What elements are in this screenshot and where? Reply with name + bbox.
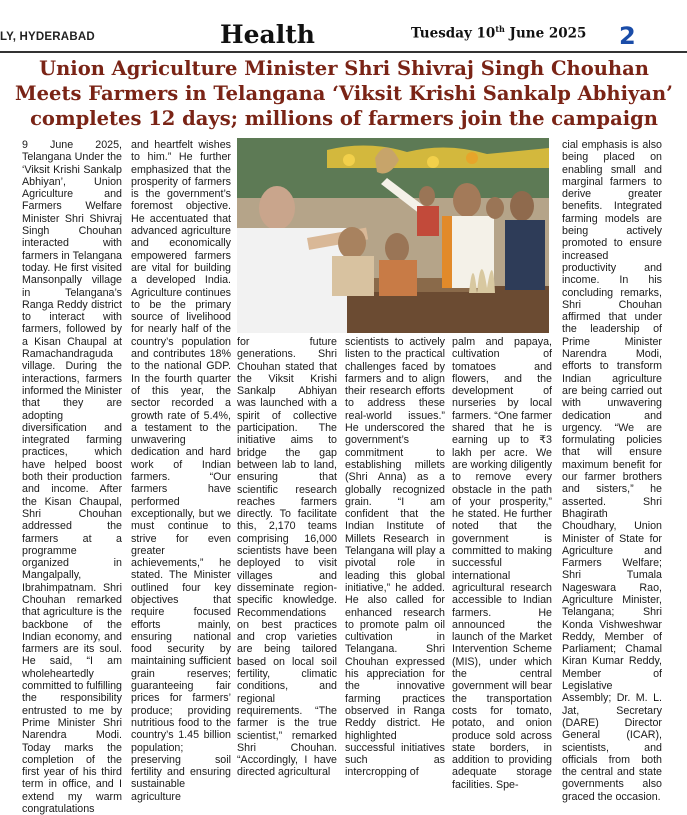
issue-date: [411, 24, 586, 42]
article-column-3: for future generations. Shri Chouhan stated that the Viksit Krishi Sankalp Abhiyan was launched with a spirit of collective participation. The initiative aims to bridge the gap between lab to land, ensuring that scientific research reaches farmers directly. To facilitate this, 2,170 teams comprising 16,000 scientists have been deployed to visit villages and disseminate region-specific knowledge. Recommendations on best practices and crop varieties are being tailored based on local soil fertility, climatic conditions, and regional requirements. “The farmer is the true scientist,” remarked Shri Chouhan. “Accordingly, I have directed agricultural: [237, 336, 337, 779]
date-prefix: Tuesday 10: [411, 25, 496, 42]
article-column-1: 9 June 2025, Telangana Under the ‘Viksit Krishi Sankalp Abhiyan’, Union Agriculture and Farmers Welfare Minister Shri Shivraj Singh Chouhan interacted with farmers in Telangana today. He first visited Mansonpally village in Telangana’s Ranga Reddy district to interact with farmers, followed by a Kisan Chaupal at Ramachandraguda village. During the interactions, farmers informed the Minister that they are adopting diversification and integrated farming practices, which have helped boost both their production and income. After the Kisan Chaupal, Shri Chouhan addressed the farmers at a programme organized in Mangalpally, Ibrahimpatnam. Shri Chouhan remarked that agriculture is the backbone of the Indian economy, and farmers are its soul. He said, “I am wholeheartedly committed to fulfilling the responsibility entrusted to me by Prime Minister Shri Narendra Modi. Today marks the completion of the first year of his third term in office, and I extend my warm congratulations: [22, 139, 122, 815]
section-title: Health: [220, 20, 315, 49]
edition-label: LY, HYDERABAD: [0, 31, 95, 43]
date-superscript: th: [495, 24, 505, 34]
article-column-5: palm and papaya, cultivation of tomatoes and flowers, and the development of nurseries by local farmers. “One farmer shared that he is earning up to ₹3 lakh per acre. We are working diligently to remove every obstacle in the path of your prosperity,” he stated. He further noted that the government is committed to making successful international agricultural research accessible to Indian farmers. He announced the launch of the Market Intervention Scheme (MIS), under which the central government will bear the transportation costs for tomato, potato, and onion produce sold across state borders, in addition to providing adequate storage facilities. Spe-: [452, 336, 552, 791]
masthead-rule: [0, 51, 687, 53]
photo-minister-holding-millet-icon: [237, 138, 549, 333]
masthead: [0, 0, 687, 52]
article-column-6: cial emphasis is also being placed on enabling small and marginal farmers to derive greater benefits. Integrated farming models are being actively promoted to ensure increased productivity and income. In his concluding remarks, Shri Chouhan affirmed that under the leadership of Prime Minister Narendra Modi, efforts to transform Indian agriculture are being carried out with unwavering dedication and urgency. “We are formulating policies that will ensure maximum benefit for our farmer brothers and sisters,” he asserted. Shri Bhagirath Choudhary, Union Minister of State for Agriculture and Farmers Welfare; Shri Tumala Nageswara Rao, Agriculture Minister, Telangana; Shri Konda Vishweshwar Reddy, Member of Parliament; Chamal Kiran Kumar Reddy, Member of Legislative Assembly; Dr. M. L. Jat, Secretary (DARE) Director General (ICAR), scientists, and officials from both the central and state governments also graced the occasion.: [562, 139, 662, 803]
article-column-4: scientists to actively listen to the practical challenges faced by farmers and to align their research efforts to address these real-world issues.” He underscored the government’s commitment to establishing millets (Shri Anna) as a globally recognized grain. “I am confident that the Indian Institute of Millets Research in Telangana will play a pivotal role in leading this global initiative,” he added. He also called for enhanced research to promote palm oil cultivation in Telangana. Shri Chouhan expressed his appreciation for the innovative farming practices observed in Ranga Reddy district. He highlighted successful initiatives such as intercropping of: [345, 336, 445, 779]
article-headline: Union Agriculture Minister Shri Shivraj Singh Chouhan Meets Farmers in Telangana ‘Viksit Krishi Sankalp Abhiyan’ completes 12 days; millions of farmers join the campaign: [15, 57, 673, 130]
article-column-2: and heartfelt wishes to him.” He further emphasized that the prosperity of farmers is the government’s foremost objective. He accentuated that advanced agriculture and economically empowered farmers are vital for building a developed India. Agriculture continues to be the primary source of livelihood for nearly half of the country’s population and contributes 18% to the national GDP. In the fourth quarter of this year, the sector recorded a growth rate of 5.4%, a testament to the unwavering dedication and hard work of Indian farmers. “Our farmers have performed exceptionally, but we must continue to strive for even greater achievements,” he stated. The Minister outlined four key objectives that require focused efforts mainly, ensuring national food security by maintaining sufficient grain reserves; guaranteeing fair prices for farmers’ produce; providing nutritious food to the country’s 1.45 billion population; preserving soil fertility and ensuring sustainable agriculture: [131, 139, 231, 803]
next-article-headline-cutoff: [0, 728, 687, 740]
date-suffix: June 2025: [504, 25, 587, 42]
page-number: 2: [619, 22, 636, 50]
photo-illustration: [237, 138, 549, 333]
